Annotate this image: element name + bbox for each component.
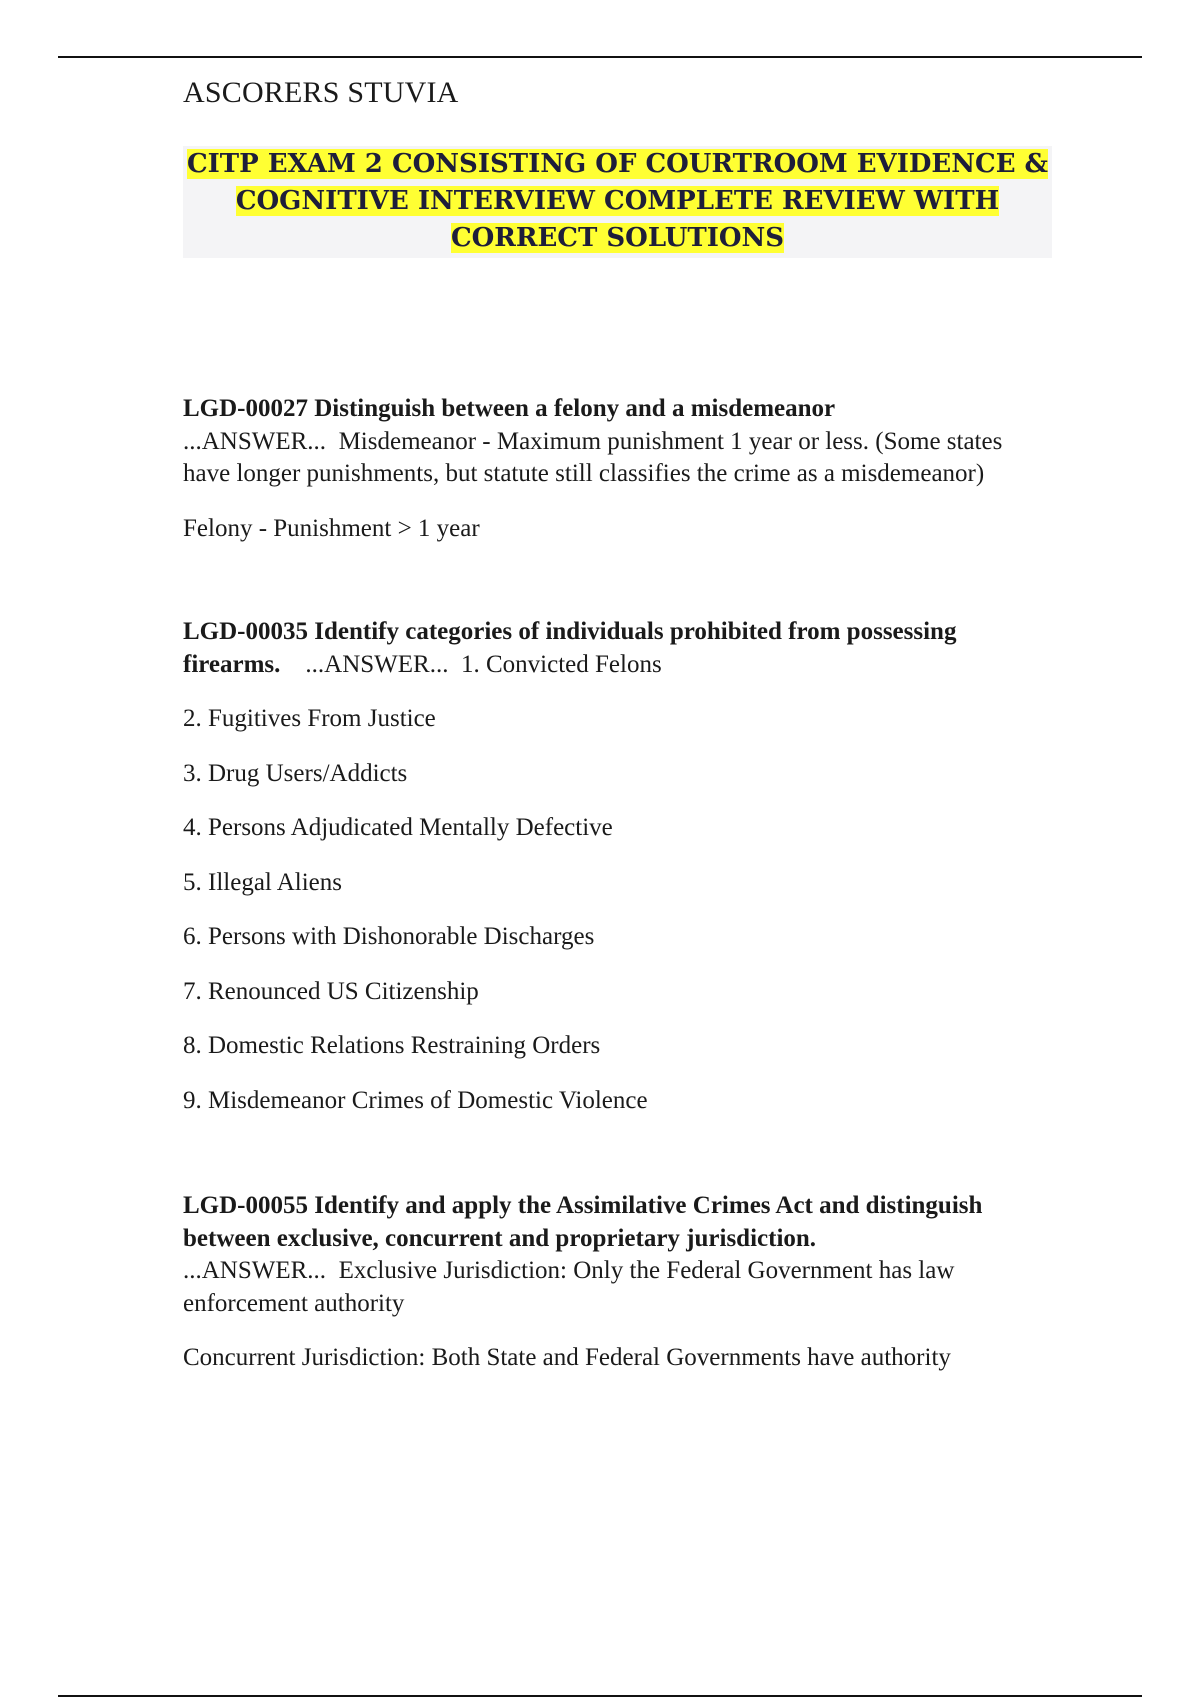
answer-text: Misdemeanor - Maximum punishment 1 year or less. (Some states have longer punishments, but statute still classifies the crime as a misdemeanor) [183, 427, 1003, 487]
list-item: 8. Domestic Relations Restraining Orders [183, 1032, 601, 1059]
title-line-1: CITP EXAM 2 CONSISTING OF COURTROOM EVIDENCE & [186, 149, 1049, 179]
list-item: 6. Persons with Dishonorable Discharges [183, 923, 595, 950]
list-item: 5. Illegal Aliens [183, 868, 342, 896]
answer-marker: ...ANSWER... [183, 427, 327, 455]
qa-paragraph [183, 616, 1052, 681]
document-source-header: ASCORERS STUVIA [183, 76, 459, 109]
document-body [183, 393, 1052, 1375]
qa-section [183, 616, 1052, 1117]
answer-text: 1. Convicted Felons [460, 650, 662, 678]
answer-marker: ...ANSWER... [183, 1257, 327, 1284]
bottom-rule [58, 1695, 1142, 1697]
question-text: LGD-00027 Distinguish between a felony and a misdemeanor [183, 395, 836, 422]
qa-section [183, 393, 1052, 545]
answer-text: Exclusive Jurisdiction: Only the Federal Government has law enforcement authority [183, 1257, 955, 1317]
list-item: 9. Misdemeanor Crimes of Domestic Violence [183, 1086, 648, 1114]
title-line-2: COGNITIVE INTERVIEW COMPLETE REVIEW WITH [235, 186, 1000, 216]
qa-section [183, 1190, 1052, 1375]
list-item: 3. Drug Users/Addicts [183, 759, 408, 787]
qa-paragraph [183, 1190, 1052, 1320]
answer-extra-line: Felony - Punishment > 1 year [183, 514, 480, 542]
answer-marker: ...ANSWER... [305, 650, 449, 678]
list-item: 4. Persons Adjudicated Mentally Defective [183, 814, 613, 841]
list-item: 7. Renounced US Citizenship [183, 977, 479, 1005]
list-item: 2. Fugitives From Justice [183, 705, 436, 732]
question-text: LGD-00055 Identify and apply the Assimilative Crimes Act and distinguish between exclusive, concurrent and proprietary jurisdiction. [183, 1192, 983, 1252]
answer-extra-line: Concurrent Jurisdiction: Both State and Federal Governments have authority [183, 1344, 951, 1371]
qa-paragraph [183, 393, 1052, 491]
top-rule [58, 56, 1142, 58]
document-title [183, 146, 1052, 258]
question-text: LGD-00035 Identify categories of individuals prohibited from possessing firearms. [183, 618, 957, 678]
title-line-3: CORRECT SOLUTIONS [450, 223, 785, 253]
